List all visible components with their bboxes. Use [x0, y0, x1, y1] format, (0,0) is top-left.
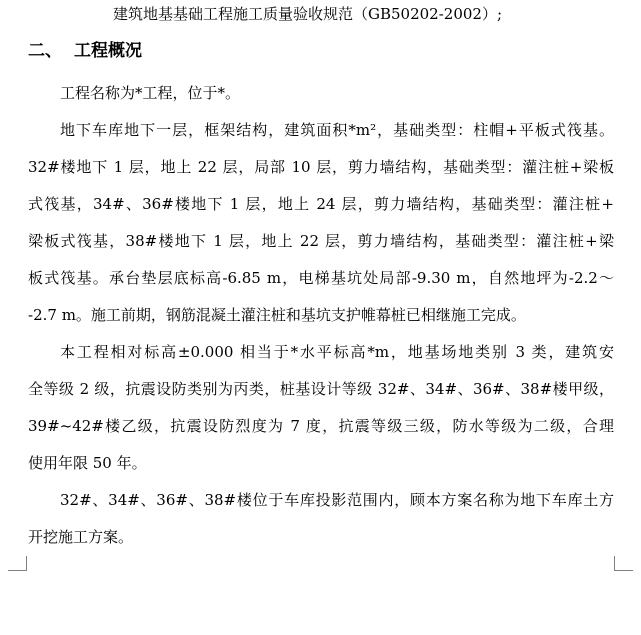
paragraph-elevation-line-4: 使用年限 50 年。	[28, 454, 147, 472]
paragraph-elevation-line-2: 全等级 2 级，抗震设防类别为丙类，桩基设计等级 32#、34#、36#、38#楼甲级，	[28, 380, 614, 398]
paragraph-structure-line-6: -2.7 m。施工前期，钢筋混凝土灌注桩和基坑支护帷幕桩已相继施工完成。	[28, 306, 526, 324]
paragraph-scope-line-1: 32#、34#、36#、38#楼位于车库投影范围内，顾本方案名称为地下车库土方	[60, 491, 614, 509]
paragraph-structure-line-3: 式筏基，34#、36#楼地下 1 层，地上 24 层，剪力墙结构，基础类型：灌注桩+	[28, 195, 614, 213]
paragraph-structure-line-4: 梁板式筏基，38#楼地下 1 层，地上 22 层，剪力墙结构，基础类型：灌注桩+梁	[28, 232, 614, 250]
section-heading	[28, 41, 614, 61]
paragraph-elevation-line-3: 39#~42#楼乙级，抗震设防烈度为 7 度，抗震等级三级，防水等级为二级，合理	[28, 417, 614, 435]
paragraph-elevation-line-1: 本工程相对标高±0.000 相当于*水平标高*m，地基场地类别 3 类，建筑安	[60, 343, 614, 361]
standard-reference: 建筑地基基础工程施工质量验收规范（GB50202-2002）;	[113, 5, 503, 23]
paragraph-structure-line-2: 32#楼地下 1 层，地上 22 层，局部 10 层，剪力墙结构，基础类型：灌注桩+梁板	[28, 158, 614, 176]
section-number: 二、	[28, 41, 62, 61]
paragraph-scope-line-2: 开挖施工方案。	[28, 528, 134, 546]
paragraph-structure-line-5: 板式筏基。承台垫层底标高-6.85 m，电梯基坑处局部-9.30 m，自然地坪为-2.2～	[28, 269, 614, 287]
section-title: 工程概况	[74, 41, 142, 61]
paragraph-structure-line-1: 地下车库地下一层，框架结构，建筑面积*m²，基础类型：柱帽+平板式筏基。	[60, 121, 614, 139]
paragraph-project-name-line-1: 工程名称为*工程，位于*。	[60, 84, 241, 102]
